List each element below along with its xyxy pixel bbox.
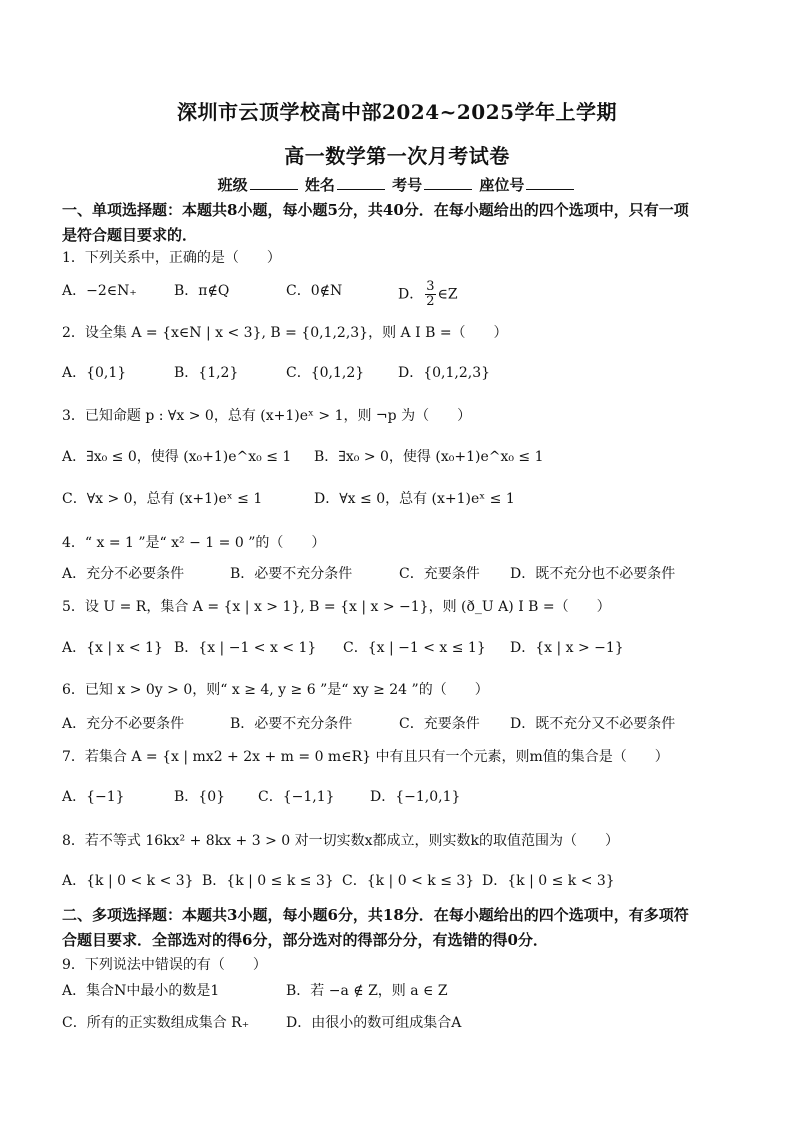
option-d[interactable]: D．∀x ≤ 0，总有 (x+1)eˣ ≤ 1	[314, 491, 515, 507]
option-a[interactable]: A．{k | 0 < k < 3}	[62, 873, 194, 889]
option-d[interactable]: D．由很小的数可组成集合A	[286, 1015, 462, 1031]
question-9-options-row1	[62, 980, 742, 1002]
option-a[interactable]: A．{0,1}	[62, 365, 127, 381]
option-b[interactable]: B．{0}	[174, 789, 226, 805]
question-1-options	[62, 279, 742, 309]
option-b[interactable]: B．∃x₀ > 0，使得 (x₀+1)e^x₀ ≤ 1	[314, 449, 544, 465]
name-label: 姓名	[304, 176, 335, 194]
seat-number-blank[interactable]	[526, 175, 574, 190]
option-a[interactable]: A．−2∈N₊	[62, 283, 137, 299]
option-c[interactable]: C．充要条件	[399, 716, 480, 732]
question-7-options	[62, 786, 742, 808]
option-c[interactable]: C．{x | −1 < x ≤ 1}	[343, 640, 486, 656]
option-b[interactable]: B．必要不充分条件	[230, 566, 353, 582]
question-6-options	[62, 713, 742, 735]
option-d-tail: ∈Z	[437, 286, 458, 303]
section-heading-2	[62, 903, 734, 953]
section-heading-1	[62, 198, 734, 248]
option-c[interactable]: C．所有的正实数组成集合 R₊	[62, 1015, 250, 1031]
option-c[interactable]: C．∀x > 0，总有 (x+1)eˣ ≤ 1	[62, 491, 263, 507]
option-d[interactable]: D．{x | x > −1}	[510, 640, 624, 656]
section-heading-line: 二、多项选择题：本题共3小题，每小题6分，共18分．在每小题给出的四个选项中，有多项符	[62, 906, 689, 924]
question-9-stem: 9．下列说法中错误的有（ ）	[62, 957, 267, 973]
option-b[interactable]: B．{1,2}	[174, 365, 239, 381]
option-b[interactable]: B．若 −a ∉ Z，则 a ∈ Z	[286, 983, 448, 999]
fraction-numerator: 3	[426, 279, 435, 294]
fraction	[425, 280, 435, 309]
exam-number-blank[interactable]	[424, 175, 472, 190]
question-4-options	[62, 563, 742, 585]
question-3-stem: 3．已知命题 p : ∀x > 0，总有 (x+1)eˣ > 1，则 ¬p 为（ ）	[62, 408, 472, 424]
option-b[interactable]: B．{k | 0 ≤ k ≤ 3}	[202, 873, 334, 889]
option-a[interactable]: A．{−1}	[62, 789, 125, 805]
exam-number-label: 考号	[392, 176, 423, 194]
option-a[interactable]: A．集合N中最小的数是1	[62, 983, 220, 999]
option-b[interactable]: B．必要不充分条件	[230, 716, 353, 732]
class-blank[interactable]	[250, 175, 298, 190]
option-d[interactable]: D．{−1,0,1}	[370, 789, 461, 805]
option-c[interactable]: C．{0,1,2}	[286, 365, 365, 381]
seat-number-label: 座位号	[479, 176, 525, 194]
question-9-options-row2	[62, 1012, 742, 1034]
exam-subtitle: 高一数学第一次月考试卷	[284, 144, 510, 168]
section-heading-line: 合题目要求．全部选对的得6分，部分选对的得部分分，有选错的得0分．	[62, 931, 548, 949]
student-info-line	[0, 174, 794, 195]
section-heading-line: 一、单项选择题：本题共8小题，每小题5分，共40分．在每小题给出的四个选项中，只有一项	[62, 201, 689, 219]
question-2-stem: 2．设全集 A = {x∈N | x < 3}, B = {0,1,2,3}，则 A I B =（ ）	[62, 325, 508, 341]
exam-title: 深圳市云顶学校高中部2024~2025学年上学期	[176, 100, 618, 124]
question-5-options	[62, 637, 742, 659]
option-d[interactable]: D．{k | 0 ≤ k < 3}	[482, 873, 615, 889]
name-blank[interactable]	[337, 175, 385, 190]
question-8-stem: 8．若不等式 16kx² + 8kx + 3 > 0 对一切实数x都成立，则实数k的取值范围为（ ）	[62, 833, 619, 849]
question-6-stem: 6．已知 x > 0y > 0，则“ x ≥ 4, y ≥ 6 ”是“ xy ≥ 24 ”的（ ）	[62, 682, 489, 698]
question-3-options-row2	[62, 488, 742, 510]
question-3-options-row1	[62, 446, 742, 468]
option-c[interactable]: C．{−1,1}	[258, 789, 335, 805]
question-2-options	[62, 362, 742, 384]
option-d[interactable]: D．既不充分又不必要条件	[510, 716, 676, 732]
option-c[interactable]: C．0∉N	[286, 283, 343, 299]
option-a[interactable]: A．{x | x < 1}	[62, 640, 163, 656]
question-7-stem: 7．若集合 A = {x | mx2 + 2x + m = 0 m∈R} 中有且只有一个元素，则m值的集合是（ ）	[62, 749, 669, 765]
option-c[interactable]: C．充要条件	[399, 566, 480, 582]
option-a[interactable]: A．充分不必要条件	[62, 566, 185, 582]
option-d[interactable]: D．{0,1,2,3}	[398, 365, 491, 381]
section-heading-line: 是符合题目要求的．	[62, 226, 198, 244]
option-b[interactable]: B．π∉Q	[174, 283, 230, 299]
option-b[interactable]: B．{x | −1 < x < 1}	[174, 640, 317, 656]
option-a[interactable]: A．充分不必要条件	[62, 716, 185, 732]
option-a[interactable]: A．∃x₀ ≤ 0，使得 (x₀+1)e^x₀ ≤ 1	[62, 449, 292, 465]
question-8-options	[62, 870, 742, 892]
fraction-denominator: 2	[426, 294, 435, 309]
option-d-label: D．	[398, 286, 424, 303]
option-d[interactable]: D．既不充分也不必要条件	[510, 566, 676, 582]
question-1-stem: 1．下列关系中，正确的是（ ）	[62, 250, 281, 266]
question-4-stem: 4．“ x = 1 ”是“ x² − 1 = 0 ”的（ ）	[62, 535, 326, 551]
class-label: 班级	[217, 176, 248, 194]
question-5-stem: 5．设 U = R，集合 A = {x | x > 1}, B = {x | x > −1}，则 (ð_U A) I B =（ ）	[62, 599, 611, 615]
option-c[interactable]: C．{k | 0 < k ≤ 3}	[342, 873, 475, 889]
option-d[interactable]	[398, 280, 458, 309]
